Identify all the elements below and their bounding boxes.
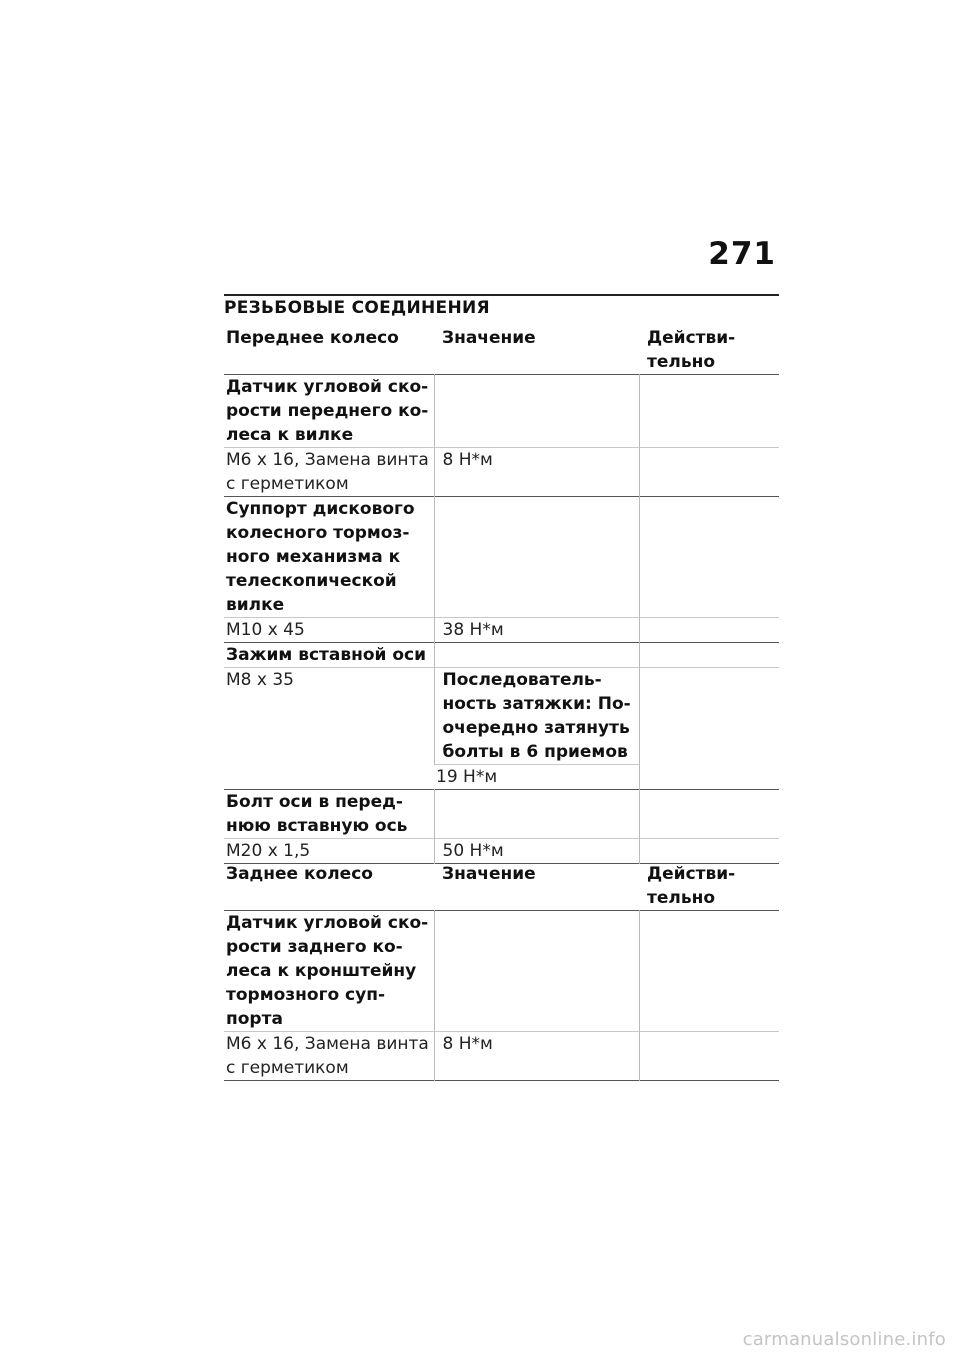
- header-col-value: Значение: [442, 864, 536, 884]
- row-title: Зажим вставной оси: [226, 645, 427, 665]
- table-row: [224, 448, 779, 497]
- header-col-actual: Действи-тельно: [647, 864, 736, 908]
- row-note: Последователь-ность затяжки: По-очередно затянуть болты в 6 приемов: [434, 668, 639, 765]
- empty-cell: [434, 643, 639, 668]
- row-spec: M20 x 1,5: [226, 841, 311, 861]
- table-row: [224, 497, 779, 618]
- table-row: [224, 1032, 779, 1081]
- table-row: [224, 839, 779, 864]
- table-header: [224, 318, 779, 375]
- header-col-actual: Действи-тельно: [647, 328, 736, 372]
- row-value: 8 Н*м: [434, 1032, 639, 1081]
- table-row: [224, 618, 779, 643]
- table-row: [224, 911, 779, 1032]
- header-col-value: Значение: [442, 328, 536, 348]
- row-spec: M6 x 16, Замена винта с герметиком: [226, 450, 429, 494]
- table-row: [224, 375, 779, 448]
- row-title: Датчик угловой ско-рости заднего ко-леса к кронштейну тормозного суп-порта: [226, 913, 429, 1029]
- row-title: Датчик угловой ско-рости переднего ко-леса к вилке: [226, 377, 429, 445]
- row-value: 19 Н*м: [436, 767, 498, 787]
- page-number: 271: [708, 236, 776, 272]
- empty-cell: [639, 643, 779, 668]
- table-row: [224, 790, 779, 839]
- empty-cell: [639, 497, 779, 618]
- row-title: Суппорт дискового колесного тормоз-ного механизма к телескопической вилке: [226, 499, 415, 615]
- empty-cell: [434, 790, 639, 839]
- row-title: Болт оси в перед-нюю вставную ось: [226, 792, 408, 836]
- row-value: 8 Н*м: [434, 448, 639, 497]
- section-rule: [224, 294, 779, 296]
- table-row: [224, 643, 779, 668]
- empty-cell: [434, 911, 639, 1032]
- front-wheel-table: [224, 318, 779, 864]
- row-spec: M8 x 35: [226, 670, 294, 690]
- empty-cell: [434, 375, 639, 448]
- empty-cell: [639, 839, 779, 864]
- row-value: 38 Н*м: [434, 618, 639, 643]
- row-value: 50 Н*м: [434, 839, 639, 864]
- row-spec: M10 x 45: [226, 620, 305, 640]
- header-col-item: Заднее колесо: [226, 864, 373, 884]
- section-title: РЕЗЬБОВЫЕ СОЕДИНЕНИЯ: [224, 298, 490, 318]
- table-row: [224, 668, 779, 765]
- table-header: [224, 862, 779, 911]
- empty-cell: [639, 911, 779, 1032]
- empty-cell: [639, 790, 779, 839]
- watermark: carmanualsonline.info: [742, 1329, 946, 1350]
- empty-cell: [639, 668, 779, 790]
- empty-cell: [639, 1032, 779, 1081]
- empty-cell: [639, 618, 779, 643]
- empty-cell: [639, 448, 779, 497]
- empty-cell: [434, 497, 639, 618]
- rear-wheel-table: [224, 862, 779, 1081]
- empty-cell: [639, 375, 779, 448]
- row-spec: M6 x 16, Замена винта с герметиком: [226, 1034, 429, 1078]
- header-col-item: Переднее колесо: [226, 328, 399, 348]
